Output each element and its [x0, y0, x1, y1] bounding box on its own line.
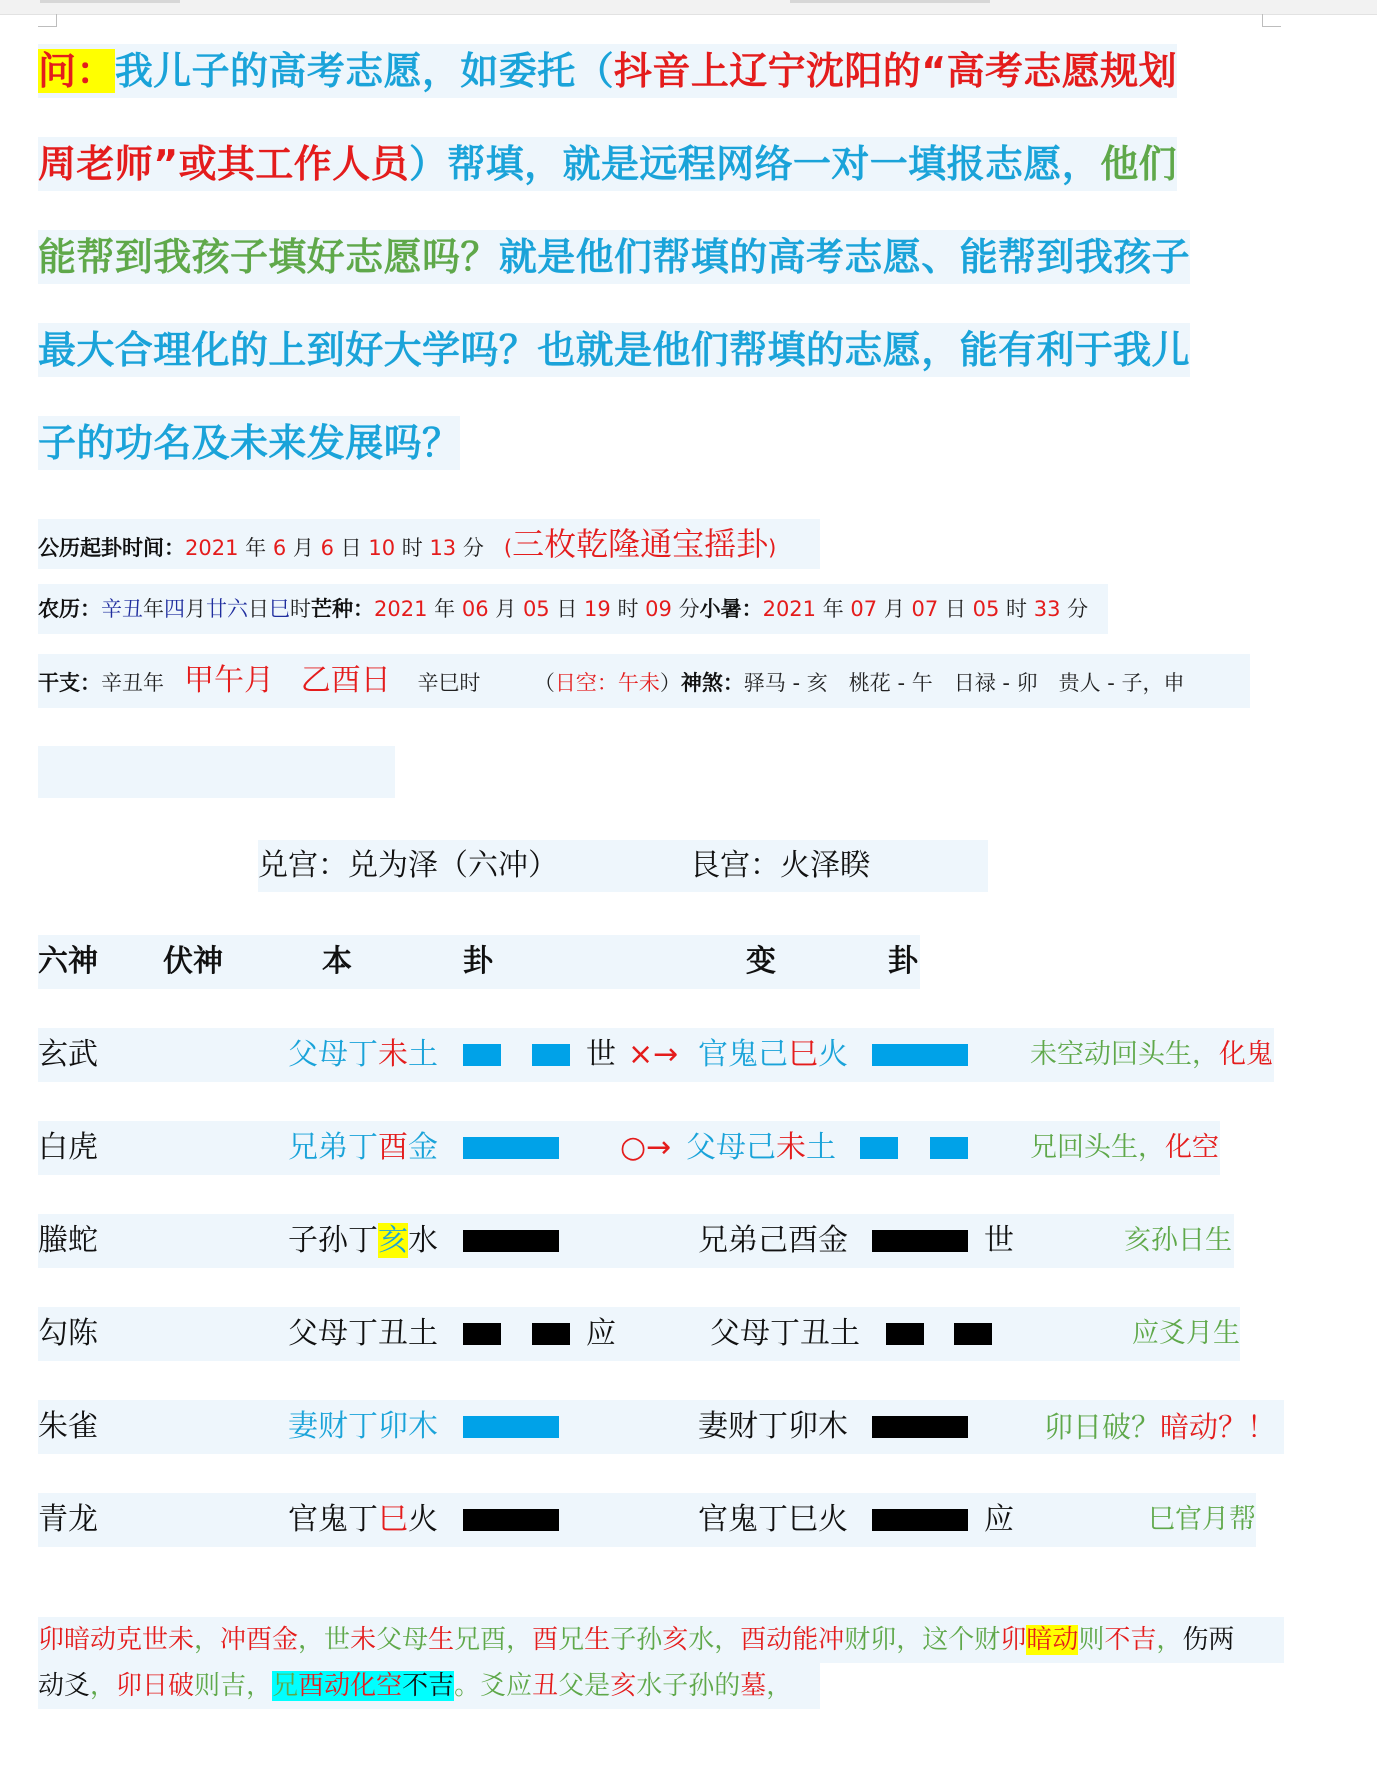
bian-yao-text: 兄弟己酉金 — [698, 1223, 848, 1258]
mangzhong-day: 05 — [522, 597, 550, 621]
bian-yao-branch: 未 — [776, 1130, 806, 1165]
yin-line-right — [532, 1044, 570, 1066]
analysis-text: 父是 — [558, 1671, 611, 1701]
mangzhong-year: 2021 — [374, 597, 428, 621]
analysis-text: 动爻 — [38, 1671, 91, 1701]
unit: 月 — [292, 536, 314, 560]
analysis-text: 兄酉 — [454, 1625, 507, 1655]
xiaoshu-hour: 05 — [972, 597, 1000, 621]
ben-yao-branch: 未 — [378, 1037, 408, 1072]
question-line-3 — [38, 230, 1190, 284]
rikong: 日空：午未 — [554, 671, 660, 695]
rikong-paren-close: ） — [659, 671, 681, 695]
analysis-text: 伤两 — [1182, 1625, 1235, 1655]
unit: 日 — [248, 597, 269, 621]
analysis-text: 水子孙的 — [636, 1671, 741, 1701]
nongli-year: 辛丑 — [101, 597, 143, 621]
analysis-text: 亥 — [610, 1671, 637, 1701]
analysis-text: 子孙 — [610, 1625, 663, 1655]
unit: 月 — [495, 597, 517, 621]
empty-highlight-box — [38, 746, 395, 798]
liushen: 白虎 — [38, 1130, 98, 1165]
ying-mark: 应 — [586, 1316, 616, 1351]
yao-note: 巳官月帮 — [1148, 1504, 1256, 1535]
bian-yao-text: 官鬼丁巳火 — [698, 1502, 848, 1537]
yao-row-2 — [38, 1121, 1220, 1175]
bian-yao — [698, 1028, 848, 1082]
bian-yao-element: 土 — [806, 1130, 836, 1165]
analysis-text: ，这个财 — [896, 1625, 1001, 1655]
ben-yao-element: 金 — [408, 1130, 438, 1165]
liushen: 朱雀 — [38, 1409, 98, 1444]
analysis-text: 墓 — [740, 1671, 767, 1701]
yin-line-left — [463, 1323, 501, 1345]
xiaoshu-day: 07 — [911, 597, 939, 621]
analysis-text: 不吉 — [402, 1671, 455, 1701]
gua-title-row — [258, 840, 988, 892]
analysis-text: 。爻应 — [454, 1671, 533, 1701]
analysis-text: ， — [714, 1625, 741, 1655]
nongli-label: 农历： — [38, 597, 101, 621]
question-prefix: 问： — [38, 49, 115, 93]
mangzhong-hour: 19 — [584, 597, 611, 621]
liushen: 勾陈 — [38, 1316, 98, 1351]
shi-mark: 世 — [586, 1037, 616, 1072]
yang-line — [872, 1230, 968, 1252]
analysis-text: 卯日破 — [116, 1671, 195, 1701]
analysis-text: 未 — [350, 1625, 377, 1655]
window-top-bar — [0, 0, 1377, 15]
question-text-red: 周老师”或其工作人员 — [38, 142, 409, 186]
unit: 日 — [556, 597, 578, 621]
bian-yao — [686, 1121, 836, 1175]
yin-line-left — [463, 1044, 501, 1066]
yin-line-right — [532, 1323, 570, 1345]
header-liushen: 六神 — [38, 944, 98, 979]
unit: 时 — [401, 536, 423, 560]
yao-note — [1030, 1121, 1219, 1175]
page-corner-mark-left — [38, 14, 57, 27]
scroll-indicator-right — [790, 0, 990, 3]
ben-yao-text: 子孙丁 — [288, 1223, 378, 1258]
yao-note — [1044, 1400, 1276, 1454]
unit: 年 — [245, 536, 267, 560]
yang-line — [463, 1137, 559, 1159]
ying-mark: 应 — [984, 1502, 1014, 1537]
bian-yao-text: 官鬼己 — [698, 1037, 788, 1072]
note-text-red: 化空 — [1165, 1132, 1219, 1163]
gongli-time-line — [38, 519, 820, 569]
yin-line-left — [860, 1137, 898, 1159]
analysis-text: ， — [194, 1625, 221, 1655]
unit: 分 — [678, 597, 700, 621]
question-line-2 — [38, 137, 1177, 191]
ben-yao-text: 父母丁丑土 — [288, 1316, 438, 1351]
yin-line-right — [930, 1137, 968, 1159]
bian-yao-text: 妻财丁卯木 — [698, 1409, 848, 1444]
header-ben: 本 — [322, 944, 352, 979]
ben-yao — [288, 1214, 438, 1268]
analysis-text: ，世 — [298, 1625, 351, 1655]
nongli-line — [38, 584, 1108, 634]
question-line-4 — [38, 323, 1190, 377]
question-text-red: 抖音上辽宁沈阳的“高考志愿规划 — [614, 49, 1177, 93]
analysis-text: 兄 — [272, 1671, 299, 1701]
ganzhi-hour: 辛巳时 — [417, 671, 481, 695]
liushen: 玄武 — [38, 1037, 98, 1072]
analysis-text: ， — [1156, 1625, 1183, 1655]
analysis-text: ， — [506, 1625, 533, 1655]
shi-mark: 世 — [984, 1223, 1014, 1258]
ben-yao-branch: 酉 — [378, 1130, 408, 1165]
bian-gua-name: 艮宫：火泽睽 — [690, 848, 870, 883]
analysis-text: 父母 — [376, 1625, 429, 1655]
question-text-green: 能帮到我孩子填好志愿吗？ — [38, 235, 499, 279]
yao-row-3 — [38, 1214, 1234, 1268]
header-fushen: 伏神 — [163, 944, 223, 979]
nongli-hour: 巳 — [269, 597, 290, 621]
analysis-text: 水 — [688, 1625, 715, 1655]
ben-yao-branch: 亥 — [378, 1223, 408, 1258]
analysis-text: 不吉 — [1104, 1625, 1157, 1655]
bian-yao-text: 父母己 — [686, 1130, 776, 1165]
gongli-hour: 10 — [368, 536, 396, 560]
question-text: 子的功名及未来发展吗？ — [38, 421, 461, 465]
liushen: 螣蛇 — [38, 1223, 98, 1258]
note-text: 兄回头生， — [1030, 1132, 1165, 1163]
ben-yao — [288, 1493, 438, 1547]
header-gua: 卦 — [888, 944, 918, 979]
rikong-paren-open: （ — [533, 671, 555, 695]
unit: 时 — [1006, 597, 1028, 621]
analysis-line-1 — [38, 1617, 1284, 1663]
method-paren-close: ) — [768, 536, 777, 560]
unit: 分 — [1067, 597, 1089, 621]
analysis-text: 冲 — [818, 1625, 845, 1655]
yao-row-5 — [38, 1400, 1284, 1454]
nongli-day: 廿六 — [206, 597, 248, 621]
analysis-text: 兄 — [558, 1625, 585, 1655]
ganzhi-year: 辛丑年 — [101, 671, 164, 695]
gongli-label: 公历起卦时间： — [38, 536, 185, 560]
yao-row-6 — [38, 1493, 1256, 1547]
ganzhi-day: 乙酉日 — [300, 663, 391, 698]
divination-method: 三枚乾隆通宝摇卦 — [512, 525, 769, 563]
nongli-month: 四 — [164, 597, 185, 621]
unit: 分 — [462, 536, 484, 560]
question-line-5 — [38, 416, 460, 470]
analysis-text: 卯暗动克世未 — [38, 1625, 195, 1655]
ben-yao-branch: 巳 — [378, 1502, 408, 1537]
yang-line — [872, 1416, 968, 1438]
analysis-text: 丑 — [532, 1671, 559, 1701]
note-text-red: 化鬼 — [1219, 1039, 1273, 1070]
ben-yao-element: 水 — [408, 1223, 438, 1258]
mangzhong-label: 芒种： — [311, 597, 374, 621]
question-text: 就是他们帮填的高考志愿、能帮到我孩子 — [498, 235, 1191, 279]
yao-row-4 — [38, 1307, 1240, 1361]
analysis-text-highlight: 暗动 — [1026, 1625, 1079, 1655]
xiaoshu-label: 小暑： — [699, 597, 763, 621]
ganzhi-label: 干支： — [38, 671, 101, 695]
analysis-text: 生 — [428, 1625, 455, 1655]
ben-yao-text: 兄弟丁 — [288, 1130, 378, 1165]
yang-line — [872, 1509, 968, 1531]
unit: 月 — [883, 597, 905, 621]
ben-yao-element: 土 — [408, 1037, 438, 1072]
unit: 时 — [617, 597, 639, 621]
shensha: 驿马 - 亥 桃花 - 午 日禄 - 卯 贵人 - 子，申 — [743, 671, 1185, 695]
analysis-text: 卯 — [1000, 1625, 1027, 1655]
analysis-text-cyan-highlight — [272, 1671, 454, 1701]
question-text-green: 他们 — [1100, 142, 1177, 186]
xiaoshu-year: 2021 — [762, 597, 817, 621]
ben-yao — [288, 1121, 438, 1175]
analysis-text: 酉 — [532, 1625, 559, 1655]
yao-note — [1030, 1028, 1273, 1082]
yin-line-right — [954, 1323, 992, 1345]
analysis-text: ， — [90, 1671, 117, 1701]
yao-note: 应爻月生 — [1132, 1318, 1240, 1349]
question-line-1 — [38, 44, 1177, 98]
liushen: 青龙 — [38, 1502, 98, 1537]
analysis-text: 化空 — [350, 1671, 403, 1701]
ben-gua-name: 兑宫：兑为泽（六冲） — [258, 848, 558, 883]
analysis-text: ， — [246, 1671, 273, 1701]
bian-yao-element: 火 — [818, 1037, 848, 1072]
unit: 年 — [822, 597, 844, 621]
analysis-text: 生 — [584, 1625, 611, 1655]
header-gua: 卦 — [463, 944, 493, 979]
gongli-minute: 13 — [429, 536, 457, 560]
table-header-row — [38, 935, 920, 989]
yin-line-left — [886, 1323, 924, 1345]
mangzhong-month: 06 — [461, 597, 489, 621]
ben-yao-text: 官鬼丁 — [288, 1502, 378, 1537]
ganzhi-month: 甲午月 — [184, 663, 275, 698]
analysis-text: 财卯 — [844, 1625, 897, 1655]
xiaoshu-minute: 33 — [1033, 597, 1061, 621]
scroll-indicator-left — [40, 0, 180, 3]
unit: 日 — [340, 536, 362, 560]
yao-note: 亥孙日生 — [1124, 1225, 1232, 1256]
gongli-day: 6 — [320, 536, 334, 560]
gongli-year: 2021 — [185, 536, 239, 560]
gongli-month: 6 — [272, 536, 287, 560]
bian-yao-text: 父母丁丑土 — [710, 1316, 860, 1351]
unit: 时 — [290, 597, 311, 621]
question-text: ）帮填，就是远程网络一对一填报志愿， — [408, 142, 1101, 186]
move-mark: ○→ — [620, 1130, 672, 1165]
unit: 日 — [944, 597, 966, 621]
note-text: 未空动回头生， — [1030, 1039, 1219, 1070]
yao-row-1 — [38, 1028, 1274, 1082]
analysis-text: 则 — [1078, 1625, 1105, 1655]
header-bian: 变 — [746, 944, 776, 979]
question-text: 最大合理化的上到好大学吗？也就是他们帮填的志愿，能有利于我儿 — [38, 328, 1191, 372]
mangzhong-minute: 09 — [645, 597, 672, 621]
yang-line — [463, 1509, 559, 1531]
analysis-text: 则吉 — [194, 1671, 247, 1701]
unit: 年 — [143, 597, 164, 621]
analysis-text: 冲酉金 — [220, 1625, 299, 1655]
note-text: 卯日破？ — [1044, 1410, 1161, 1444]
unit: 月 — [185, 597, 206, 621]
question-text: 我儿子的高考志愿，如委托（ — [114, 49, 615, 93]
analysis-text: 酉动能 — [740, 1625, 819, 1655]
ben-yao-text: 妻财丁卯木 — [288, 1409, 438, 1444]
move-mark: ×→ — [628, 1037, 679, 1072]
ben-yao — [288, 1028, 438, 1082]
ganzhi-line — [38, 654, 1250, 708]
ben-yao-text: 父母丁 — [288, 1037, 378, 1072]
method-paren-open: ( — [503, 536, 513, 560]
unit: 年 — [434, 597, 456, 621]
bian-yao-branch: 巳 — [788, 1037, 818, 1072]
yang-line — [463, 1416, 559, 1438]
note-text-red: 暗动？！ — [1160, 1410, 1277, 1444]
analysis-text: 亥 — [662, 1625, 689, 1655]
shensha-label: 神煞： — [680, 671, 744, 695]
xiaoshu-month: 07 — [850, 597, 878, 621]
ben-yao-element: 火 — [408, 1502, 438, 1537]
analysis-text: 酉动 — [298, 1671, 351, 1701]
page-corner-mark-right — [1262, 14, 1281, 27]
yang-line — [872, 1044, 968, 1066]
yang-line — [463, 1230, 559, 1252]
analysis-line-2 — [38, 1663, 820, 1709]
analysis-text: ， — [766, 1671, 793, 1701]
